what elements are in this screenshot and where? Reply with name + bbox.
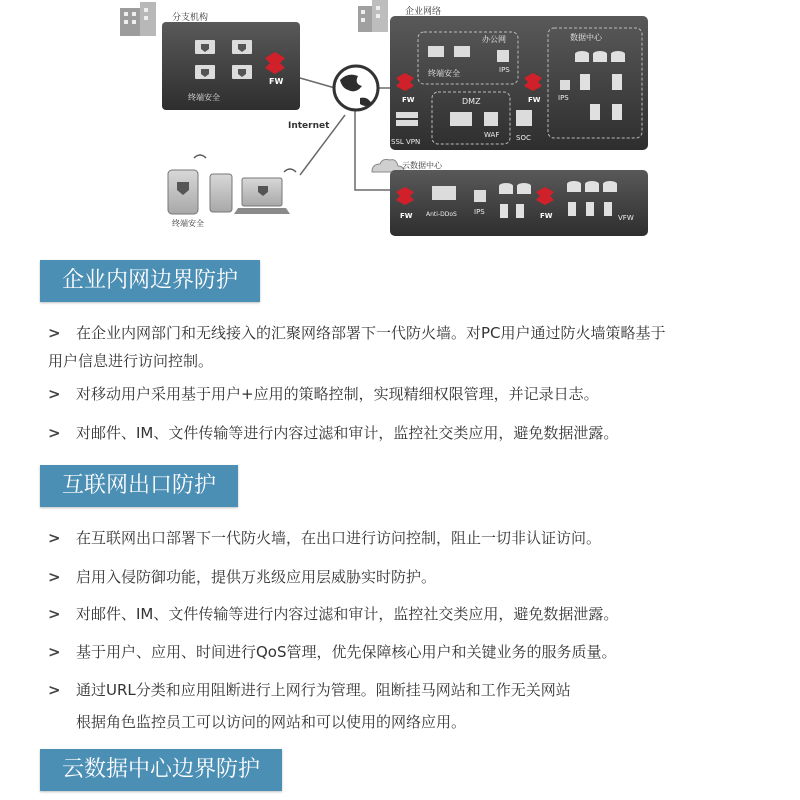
branch-label: 分支机构 <box>172 13 209 23</box>
mobile-endpoints <box>168 155 296 228</box>
enterprise-network <box>358 0 648 150</box>
internet-label: Internet <box>288 121 330 131</box>
svg-text:IPS: IPS <box>499 66 510 74</box>
internet-globe-icon <box>288 66 378 131</box>
section-title: 云数据中心边界防护 <box>40 749 282 791</box>
hq-label: 企业网络 <box>405 7 442 17</box>
branch-endpoint-label: 终端安全 <box>188 93 220 102</box>
section-title: 企业内网边界防护 <box>40 260 260 302</box>
bullet-marker: > <box>48 681 61 699</box>
bullet-text: 对邮件、IM、文件传输等进行内容过滤和审计，监控社交类应用，避免数据泄露。 <box>76 424 619 442</box>
bullet-continuation: 根据角色监控员工可以访问的网站和可以使用的网络应用。 <box>76 713 467 731</box>
bullet-text: 在互联网出口部署下一代防火墙，在出口进行访问控制，阻止一切非认证访问。 <box>76 529 602 547</box>
bullet-item <box>48 422 768 444</box>
waf-label: WAF <box>484 131 500 139</box>
svg-text:FW: FW <box>540 212 553 220</box>
datacenter-label: 数据中心 <box>570 33 602 42</box>
bullet-text: 启用入侵防御功能，提供万兆级应用层威胁实时防护。 <box>76 568 437 586</box>
bullet-marker: > <box>48 568 61 586</box>
building-icon <box>358 0 388 32</box>
svg-text:Anti-DDoS: Anti-DDoS <box>426 211 457 218</box>
soc-icon <box>516 110 532 142</box>
network-topology-diagram <box>0 0 800 245</box>
bullet-text: 对邮件、IM、文件传输等进行内容过滤和审计，监控社交类应用，避免数据泄露。 <box>76 605 619 623</box>
svg-text:IPS: IPS <box>558 94 569 102</box>
bullet-item <box>48 527 768 549</box>
vfw-label: VFW <box>618 214 634 222</box>
bullet-item <box>48 641 768 663</box>
bullet-item <box>48 679 768 701</box>
fw-label: FW <box>269 77 284 86</box>
bullet-text: 在企业内网部门和无线接入的汇聚网络部署下一代防火墙。对PC用户通过防火墙策略基于 <box>76 324 666 342</box>
svg-text:FW: FW <box>528 96 541 104</box>
svg-text:FW: FW <box>400 212 413 220</box>
branch-office <box>120 2 300 110</box>
bullet-marker: > <box>48 324 61 342</box>
mobile-endpoint-label: 终端安全 <box>172 219 204 228</box>
bullet-marker: > <box>48 605 61 623</box>
cloud-label: 云数据中心 <box>402 161 442 170</box>
soc-label: SOC <box>516 134 531 142</box>
bullet-text: 通过URL分类和应用阻断进行上网行为管理。阻断挂马网站和工作无关网站 <box>76 681 571 699</box>
dmz-label: DMZ <box>462 97 481 106</box>
building-icon <box>120 2 156 36</box>
section-title: 互联网出口防护 <box>40 465 238 507</box>
office-label: 办公网 <box>482 35 506 44</box>
bullet-text: 对移动用户采用基于用户+应用的策略控制，实现精细权限管理，并记录日志。 <box>76 385 599 403</box>
bullet-marker: > <box>48 643 61 661</box>
bullet-continuation: 用户信息进行访问控制。 <box>48 352 214 370</box>
cloud-datacenter <box>372 160 648 237</box>
svg-text:IPS: IPS <box>474 208 485 216</box>
bullet-text: 基于用户、应用、时间进行QoS管理，优先保障核心用户和关键业务的服务质量。 <box>76 643 617 661</box>
bullet-item <box>48 322 768 344</box>
bullet-item <box>48 566 768 588</box>
bullet-item <box>48 603 768 625</box>
office-endpoint-label: 终端安全 <box>428 69 460 78</box>
sslvpn-label: SSL VPN <box>391 138 421 146</box>
bullet-marker: > <box>48 424 61 442</box>
bullet-marker: > <box>48 529 61 547</box>
bullet-item <box>48 383 768 405</box>
ips-icon <box>497 50 510 74</box>
bullet-marker: > <box>48 385 61 403</box>
svg-text:FW: FW <box>402 96 415 104</box>
enterprise-panel <box>390 16 648 150</box>
